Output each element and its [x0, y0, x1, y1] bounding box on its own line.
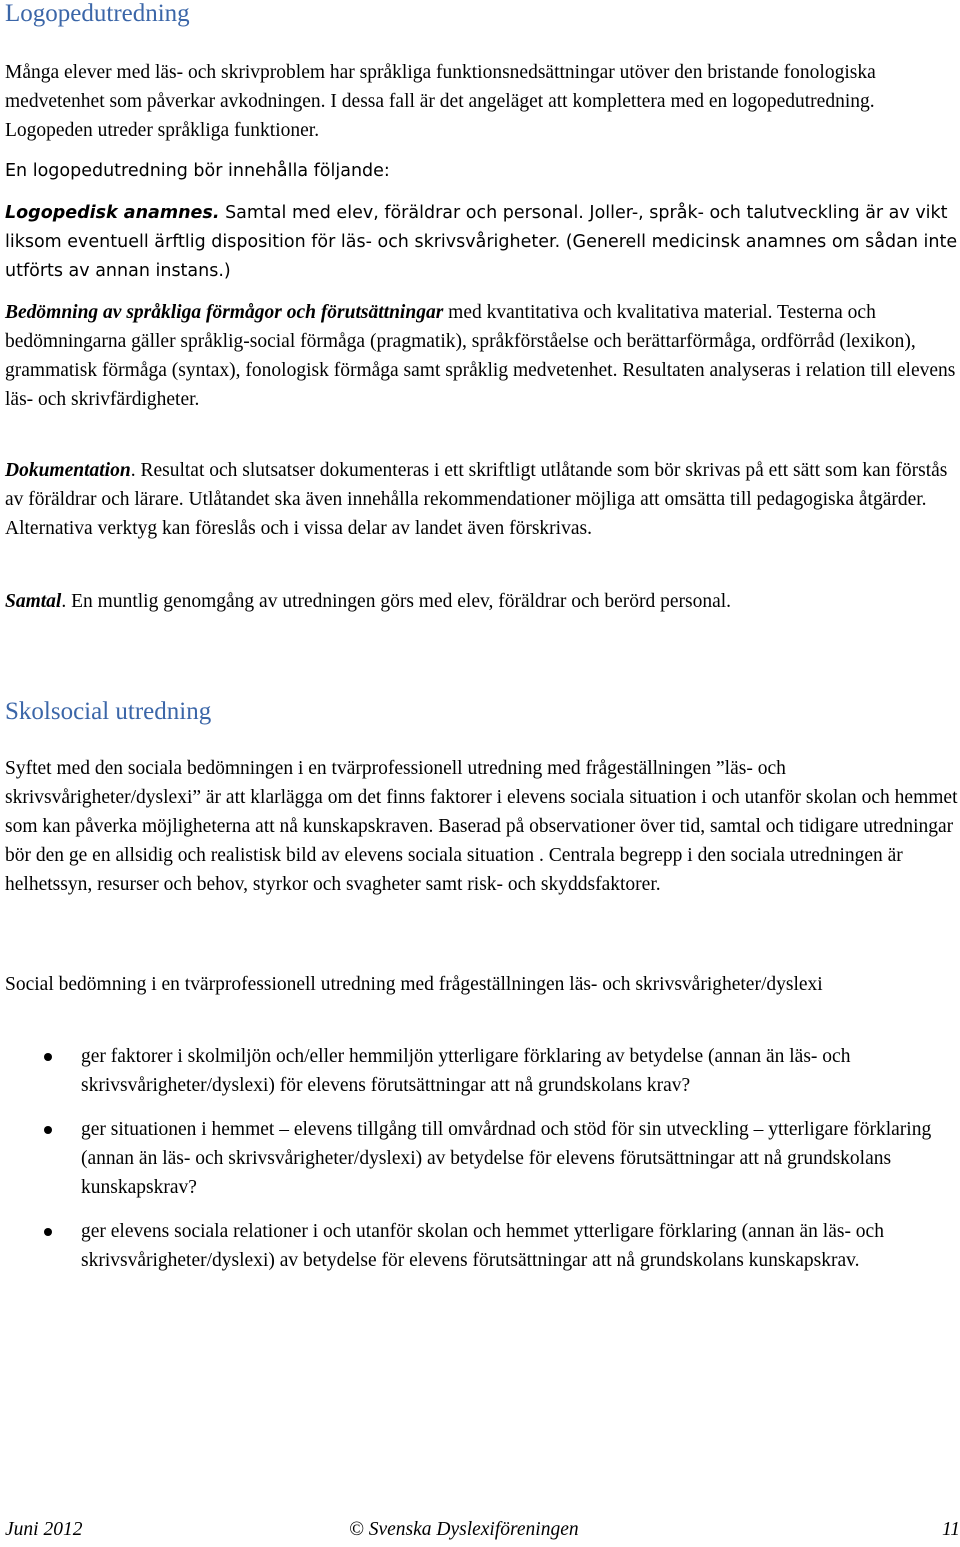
- dokumentation-term: Dokumentation: [5, 460, 131, 481]
- skolsocial-bullet-list: [5, 1042, 960, 1275]
- anamnes-text: Samtal med elev, föräldrar och personal. Joller-, språk- och talutveckling är av vikt liksom eventuell ärftlig disposition för läs- och skrivsvårigheter. (Generell medicinsk anamnes om sådan inte utförts av annan instans.): [5, 203, 958, 281]
- section-heading-logopedutredning: Logopedutredning: [5, 0, 190, 27]
- skolsocial-paragraph-1: Syftet med den sociala bedömningen i en tvärprofessionell utredning med frågeställningen ”läs- och skrivsvårigheter/dyslexi” är att klarlägga om det finns faktorer i elevens sociala situation i och utanför skolan och hemmet som kan påverka möjligheterna att nå kunskapskraven. Baserad på observationer över tid, samtal och tidigare utredningar bör den ge en allsidig och realistisk bild av elevens sociala situation . Centrala begrepp i den sociala utredningen är helhetssyn, resurser och behov, styrkor och svagheter samt risk- och skyddsfaktorer.: [5, 758, 958, 895]
- dokumentation-paragraph: [5, 456, 960, 543]
- anamnes-paragraph: [5, 199, 960, 286]
- bullet-icon: [44, 1126, 52, 1134]
- list-item: ger situationen i hemmet – elevens tillgång till omvårdnad och stöd för sin utveckling – ytterligare förklaring (annan än läs- och skrivsvårigheter/dyslexi) av betydelse för elevens förutsättningar att nå grundskolans kunskapskrav?: [5, 1115, 960, 1202]
- footer-date: Juni 2012: [5, 1519, 83, 1540]
- bullet-icon: [44, 1228, 52, 1236]
- list-intro-paragraph: En logopedutredning bör innehålla följande:: [5, 161, 390, 181]
- list-item: ger faktorer i skolmiljön och/eller hemmiljön ytterligare förklaring av betydelse (annan än läs- och skrivsvårigheter/dyslexi) för elevens förutsättningar att nå grundskolans krav?: [5, 1042, 960, 1100]
- intro-paragraph: Många elever med läs- och skrivproblem har språkliga funktionsnedsättningar utöver den bristande fonologiska medvetenhet som påverkar avkodningen. I dessa fall är det angeläget att komplettera med en logopedutredning. Logopeden utreder språkliga funktioner.: [5, 62, 876, 141]
- samtal-term: Samtal: [5, 591, 62, 612]
- anamnes-term: Logopedisk anamnes.: [5, 203, 220, 223]
- page-number: 11: [941, 1519, 960, 1540]
- samtal-paragraph: [5, 587, 960, 616]
- bedomning-paragraph: [5, 298, 960, 414]
- dokumentation-text: . Resultat och slutsatser dokumenteras i ett skriftligt utlåtande som bör skrivas på ett sätt som kan förstås av föräldrar och lärare. Utlåtandet ska även innehålla rekommendationer möjliga att omsätta till pedagogiska åtgärder. Alternativa verktyg kan föreslås och i vissa delar av landet även förskrivas.: [5, 460, 948, 539]
- footer-organization: © Svenska Dyslexiföreningen: [349, 1519, 579, 1540]
- bedomning-text: med kvantitativa och kvalitativa material. Testerna och bedömningarna gäller språklig-social förmåga (pragmatik), språkförståelse och berättarförmåga, ordförråd (lexikon), grammatisk förmåga (syntax), fonologisk förmåga samt språklig medvetenhet. Resultaten analyseras i relation till elevens läs- och skrivfärdigheter.: [5, 302, 956, 410]
- samtal-text: . En muntlig genomgång av utredningen görs med elev, föräldrar och berörd personal.: [61, 591, 732, 612]
- bedomning-term: Bedömning av språkliga förmågor och förutsättningar: [5, 302, 444, 323]
- section-heading-skolsocial: Skolsocial utredning: [5, 698, 212, 725]
- list-item: ger elevens sociala relationer i och utanför skolan och hemmet ytterligare förklaring (annan än läs- och skrivsvårigheter/dyslexi) av betydelse för elevens förutsättningar att nå grundskolans kunskapskrav.: [5, 1217, 960, 1275]
- skolsocial-paragraph-2: Social bedömning i en tvärprofessionell utredning med frågeställningen läs- och skrivsvårigheter/dyslexi: [5, 974, 823, 995]
- bullet-icon: [44, 1053, 52, 1061]
